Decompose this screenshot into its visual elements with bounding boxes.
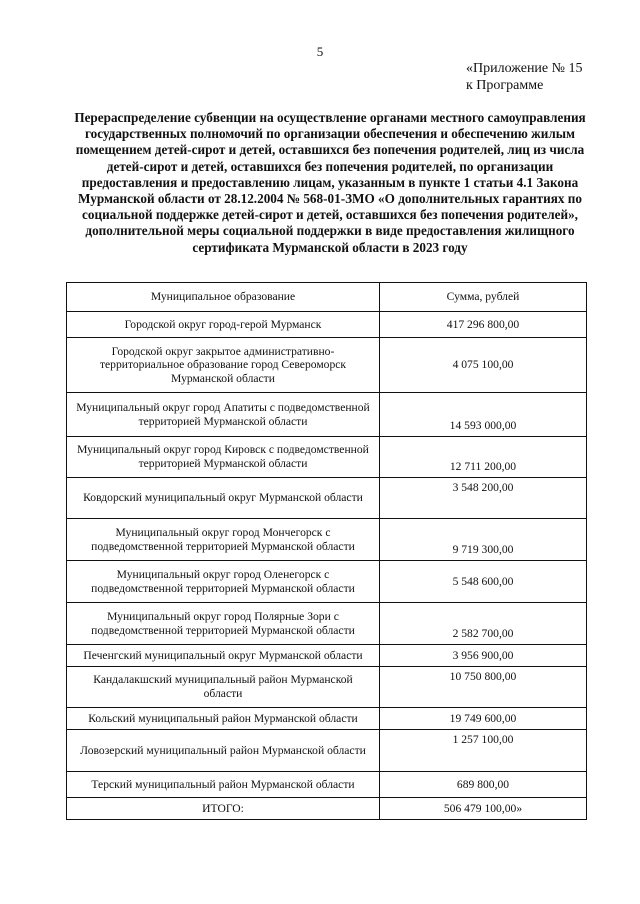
appendix-number: «Приложение № 15 (466, 61, 583, 76)
table-row (67, 708, 587, 730)
municipality-cell: Городской округ закрытое административно-территориальное образование город Североморск Мурманской области (67, 338, 380, 393)
document-title: Перераспределение субвенции на осуществление органами местного самоуправления государственных полномочий по организации обеспечения и обеспечению жилым помещением детей-сирот и детей, оставшихся без попечения родителей, лиц из числа детей-сирот и детей, оставшихся без попечения родителей, по организации предоставления и предоставлению лицам, указанным в пункте 1 статьи 4.1 Закона Мурманской области от 28.12.2004 № 568-01-ЗМО «О дополнительных гарантиях по социальной поддержке детей-сирот и детей, оставшихся без попечения родителей», дополнительной меры социальной поддержки в виде предоставления жилищного сертификата Мурманской области в 2023 году (74, 110, 586, 255)
table-row (67, 603, 587, 645)
table-row (67, 338, 587, 393)
municipality-cell: Ловозерский муниципальный район Мурманской области (67, 730, 380, 772)
municipality-cell: Муниципальный округ город Кировск с подведомственной территорией Мурманской области (67, 437, 380, 478)
municipality-cell: Ковдорский муниципальный округ Мурманской области (67, 478, 380, 519)
amount-cell: 689 800,00 (380, 772, 587, 798)
amount-cell: 9 719 300,00 (380, 519, 587, 561)
table-total-row (67, 798, 587, 820)
table-row (67, 561, 587, 603)
total-amount: 506 479 100,00» (380, 798, 587, 820)
amount-cell: 19 749 600,00 (380, 708, 587, 730)
amount-cell: 417 296 800,00 (380, 312, 587, 338)
amount-cell: 12 711 200,00 (380, 437, 587, 478)
amount-cell: 1 257 100,00 (380, 730, 587, 772)
municipality-cell: Городской округ город-герой Мурманск (67, 312, 380, 338)
appendix-reference (466, 60, 583, 94)
amount-cell: 4 075 100,00 (380, 338, 587, 393)
municipality-cell: Печенгский муниципальный округ Мурманской области (67, 645, 380, 667)
header-municipality: Муниципальное образование (67, 283, 380, 312)
table-row (67, 667, 587, 708)
table-row (67, 519, 587, 561)
municipality-cell: Кольский муниципальный район Мурманской области (67, 708, 380, 730)
subvention-table (66, 282, 587, 820)
header-amount: Сумма, рублей (380, 283, 587, 312)
table-header-row (67, 283, 587, 312)
amount-cell: 3 548 200,00 (380, 478, 587, 519)
amount-cell: 14 593 000,00 (380, 393, 587, 437)
table-row (67, 437, 587, 478)
amount-cell: 10 750 800,00 (380, 667, 587, 708)
amount-cell: 3 956 900,00 (380, 645, 587, 667)
amount-cell: 5 548 600,00 (380, 561, 587, 603)
amount-cell: 2 582 700,00 (380, 603, 587, 645)
table-row (67, 730, 587, 772)
municipality-cell: Муниципальный округ город Полярные Зори с подведомственной территорией Мурманской области (67, 603, 380, 645)
table-row (67, 772, 587, 798)
municipality-cell: Муниципальный округ город Оленегорск с подведомственной территорией Мурманской области (67, 561, 380, 603)
page-number: 5 (316, 44, 324, 59)
table-row (67, 478, 587, 519)
total-label: ИТОГО: (67, 798, 380, 820)
table-row (67, 645, 587, 667)
municipality-cell: Терский муниципальный район Мурманской области (67, 772, 380, 798)
municipality-cell: Муниципальный округ город Апатиты с подведомственной территорией Мурманской области (67, 393, 380, 437)
municipality-cell: Кандалакшский муниципальный район Мурманской области (67, 667, 380, 708)
appendix-program: к Программе (466, 78, 544, 93)
municipality-cell: Муниципальный округ город Мончегорск с подведомственной территорией Мурманской области (67, 519, 380, 561)
table-row (67, 393, 587, 437)
table-row (67, 312, 587, 338)
